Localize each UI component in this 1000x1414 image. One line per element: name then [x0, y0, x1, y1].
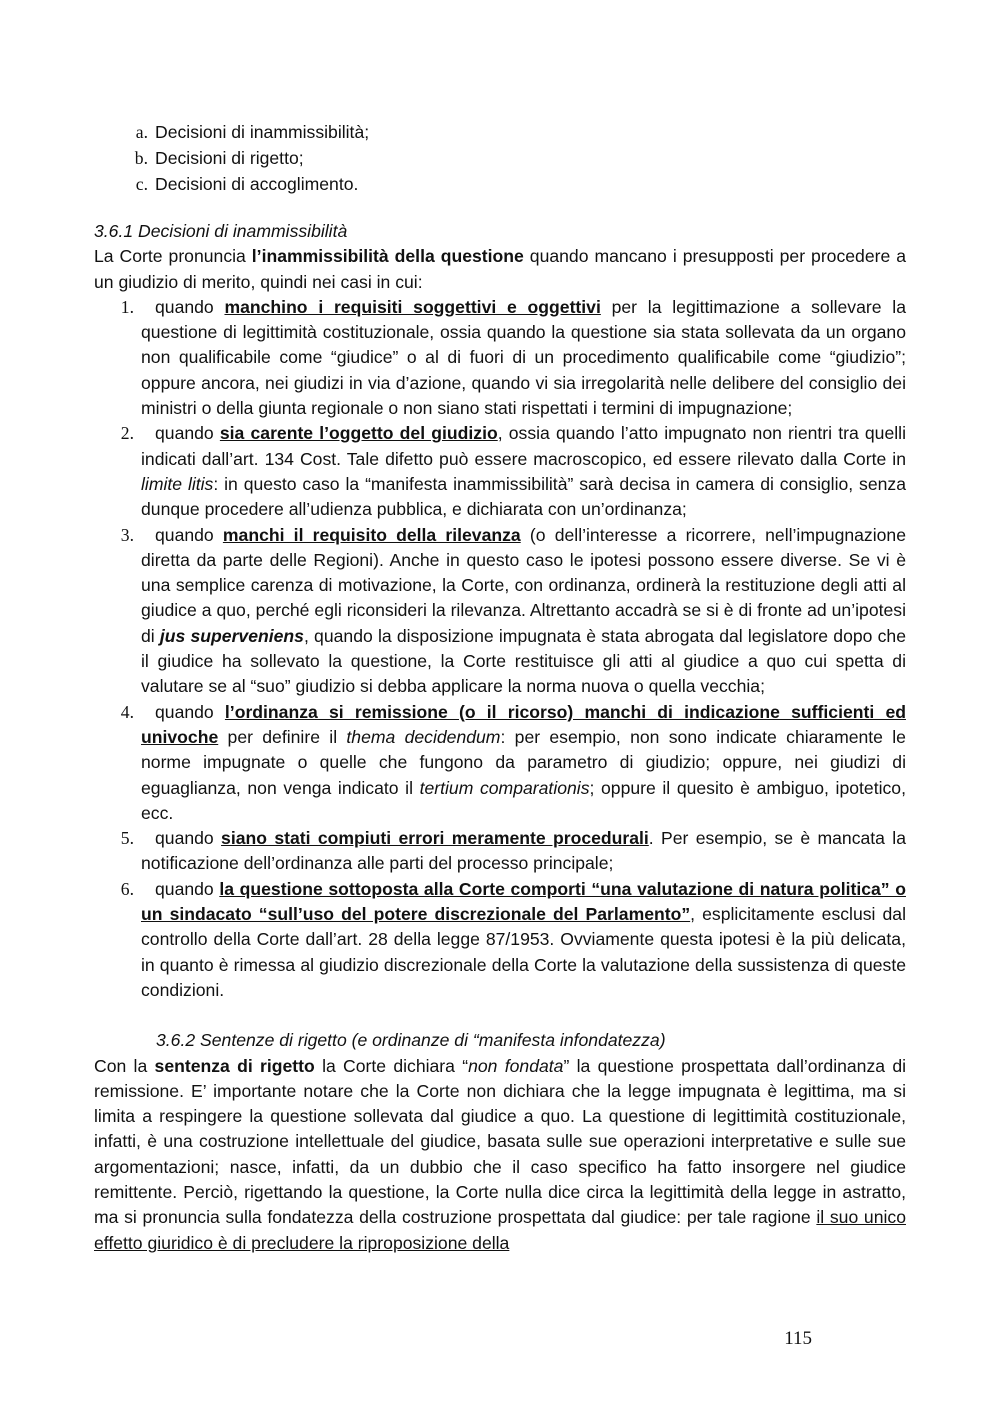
decision-types-list — [122, 119, 369, 197]
list-item: 5. quando siano stati compiuti errori meramente procedurali. Per esempio, se è mancata la notificazione dell’ordinanza alle parti del processo principale; — [120, 828, 906, 874]
inadmissibility-cases-list — [94, 295, 906, 1003]
main-content — [94, 219, 906, 1256]
section-intro: La Corte pronuncia l’inammissibilità della questione quando mancano i presupposti per procedere a un giudizio di merito, quindi nei casi in cui: — [94, 246, 907, 292]
list-item: b. Decisioni di rigetto; — [134, 148, 304, 168]
list-item: 6. quando la questione sottoposta alla Corte comporti “una valutazione di natura politica” o un sindacato “sull’uso del potere discrezionale del Parlamento”, esplicitamente esclusi dal controllo della Corte dall’art. 28 della legge 87/1953. Ovviamente questa ipotesi è la più delicata, in quanto è rimessa al giudizio discrezionale della Corte la valutazione della sussistenza di queste condizioni. — [120, 878, 906, 1000]
list-item: 4. quando l’ordinanza si remissione (o il ricorso) manchi di indicazione sufficienti ed univoche per definire il thema decidendum: per esempio, non sono indicate chiaramente le norme impugnate o quelle che fungono da parametro di giudizio; oppure, nei giudizi di eguaglianza, non venga indicato il tertium comparationis; oppure il quesito è ambiguo, ipotetico, ecc. — [120, 701, 906, 823]
section-heading-362: 3.6.2 Sentenze di rigetto (e ordinanze di “manifesta infondatezza) — [156, 1030, 666, 1051]
document-page — [94, 0, 906, 1414]
list-item: 2. quando sia carente l’oggetto del giudizio, ossia quando l’atto impugnato non rientri tra quelli indicati dall’art. 134 Cost. Tale difetto può essere macroscopico, ed essere rilevato dalla Corte in limite litis: in questo caso la “manifesta inammissibilità” sarà decisa in camera di consiglio, senza dunque procedere all’udienza pubblica, e dichiarata con un’ordinanza; — [120, 423, 906, 520]
page-number: 115 — [784, 1328, 812, 1349]
list-item: 3. quando manchi il requisito della rilevanza (o dell’interesse a ricorrere, nell’impugnazione diretta da parte delle Regioni). Anche in questo caso le ipotesi possono essere diverse. Se vi è una semplice carenza di motivazione, la Corte, con ordinanza, ordinerà la restituzione degli atti al giudice a quo, perché egli riconsideri la rilevanza. Altrettanto accadrà se si è di fronte ad un’ipotesi di jus superveniens, quando la disposizione impugnata è stata abrogata dal legislatore dopo che il giudice ha sollevato la questione, la Corte restituisce gli atti al giudice a quo cui spetta di valutare se al “suo” giudizio si debba applicare la norma nuova o quella vecchia; — [120, 524, 907, 697]
section-paragraph: Con la sentenza di rigetto la Corte dichiara “non fondata” la questione prospettata dall’ordinanza di remissione. E’ importante notare che la Corte non dichiara che la legge impugnata è legittima, ma si limita a respingere la questione sollevata dal giudice a quo. La questione di legittimità costituzionale, infatti, è una costruzione intellettuale del giudice, basata sulle sue operazioni interpretative e sulle sue argomentazioni; nasce, infatti, da un dubbio che il caso specifico ha fatto insorgere nel giudice remittente. Perciò, rigettando la questione, la Corte nulla dice circa la legittimità della legge in astratto, ma si pronuncia sulla fondatezza della costruzione prospettata dal giudice: per tale ragione il suo unico effetto giuridico è di precludere la riproposizione della — [94, 1055, 907, 1253]
list-item: 1. quando manchino i requisiti soggettivi e oggettivi per la legittimazione a sollevare la questione di legittimità costituzionale, ossia quando la questione sia stata sollevata da un organo non qualificabile come “giudice” o al di fuori di un procedimento qualificabile come “giudizio”; oppure ancora, nei giudizi in via d’azione, quando vi sia irregolarità nelle delibere del consiglio dei ministri o della giunta regionale o non siano stati rispettati i termini di impugnazione; — [120, 296, 906, 419]
list-item: c. Decisioni di accoglimento. — [135, 174, 359, 194]
list-item: a. Decisioni di inammissibilità; — [135, 122, 370, 142]
section-heading-361: 3.6.1 Decisioni di inammissibilità — [94, 221, 348, 241]
